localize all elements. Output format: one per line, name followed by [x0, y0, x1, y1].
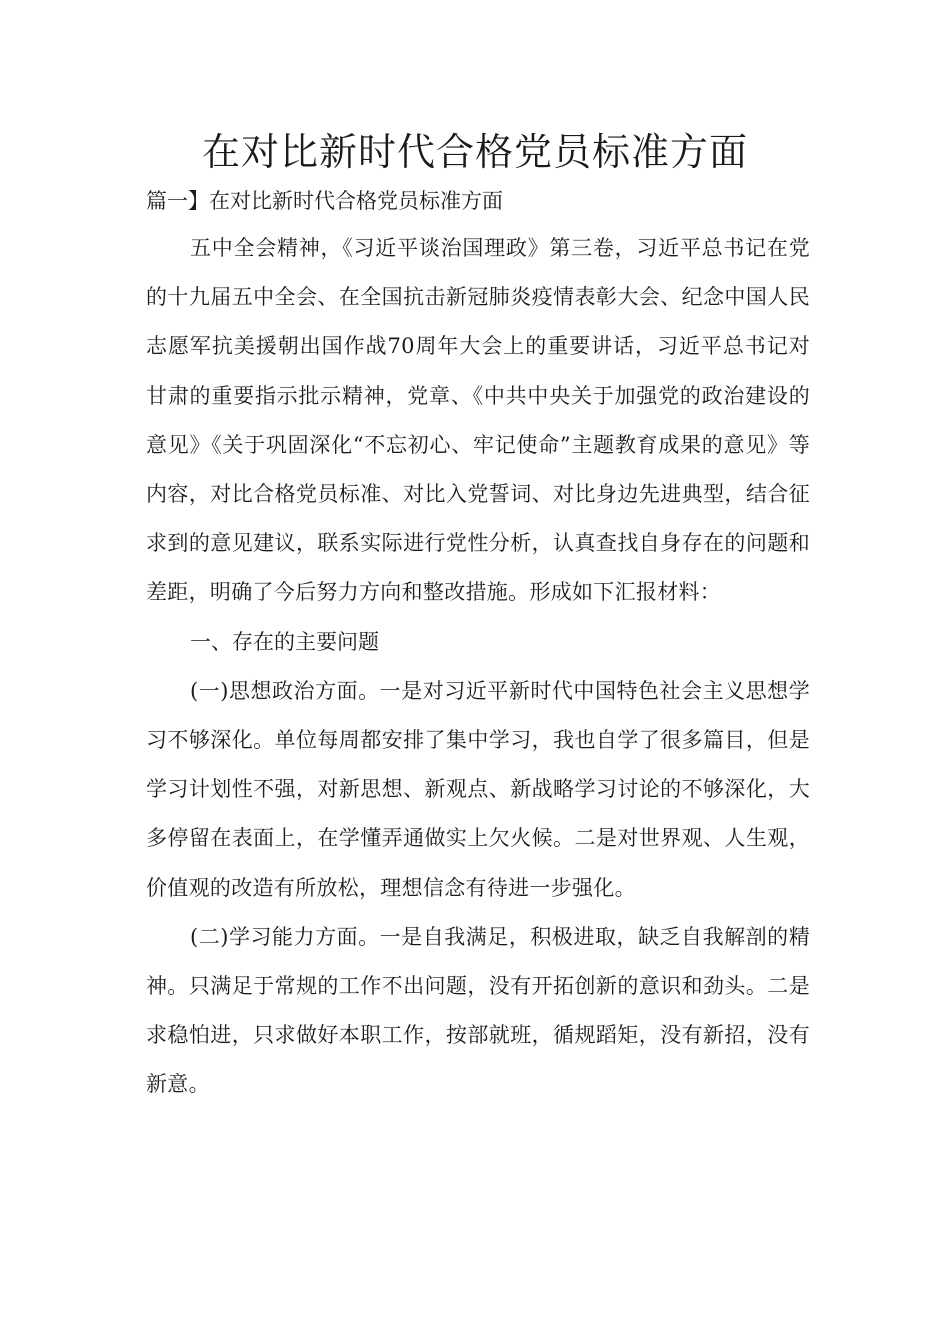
paragraph-intro: 五中全会精神，《习近平谈治国理政》第三卷，习近平总书记在党的十九届五中全会、在全国抗击新冠肺炎疫情表彰大会、纪念中国人民志愿军抗美援朝出国作战70周年大会上的重要讲话，习近平总书记对甘肃的重要指示批示精神，党章、《中共中央关于加强党的政治建设的意见》《关于巩固深化“不忘初心、牢记使命”主题教育成果的意见》等内容，对比合格党员标准、对比入党誓词、对比身边先进典型，结合征求到的意见建议，联系实际进行党性分析，认真查找自身存在的问题和差距，明确了今后努力方向和整改措施。形成如下汇报材料：	[146, 236, 810, 605]
document-subtitle: 篇一】在对比新时代合格党员标准方面	[146, 189, 503, 213]
paragraph-ideology: (一)思想政治方面。一是对习近平新时代中国特色社会主义思想学习不够深化。单位每周都安排了集中学习，我也自学了很多篇目，但是学习计划性不强，对新思想、新观点、新战略学习讨论的不够深化，大多停留在表面上，在学懂弄通做实上欠火候。二是对世界观、人生观，价值观的改造有所放松，理想信念有待进一步强化。	[146, 678, 810, 900]
paragraph-learning: (二)学习能力方面。一是自我满足，积极进取，缺乏自我解剖的精神。只满足于常规的工作不出问题，没有开拓创新的意识和劲头。二是求稳怕进，只求做好本职工作，按部就班，循规蹈矩，没有新招，没有新意。	[146, 924, 810, 1097]
section-heading-problems: 一、存在的主要问题	[190, 629, 379, 654]
document-title: 在对比新时代合格党员标准方面	[201, 130, 748, 174]
document-body	[146, 224, 810, 1110]
